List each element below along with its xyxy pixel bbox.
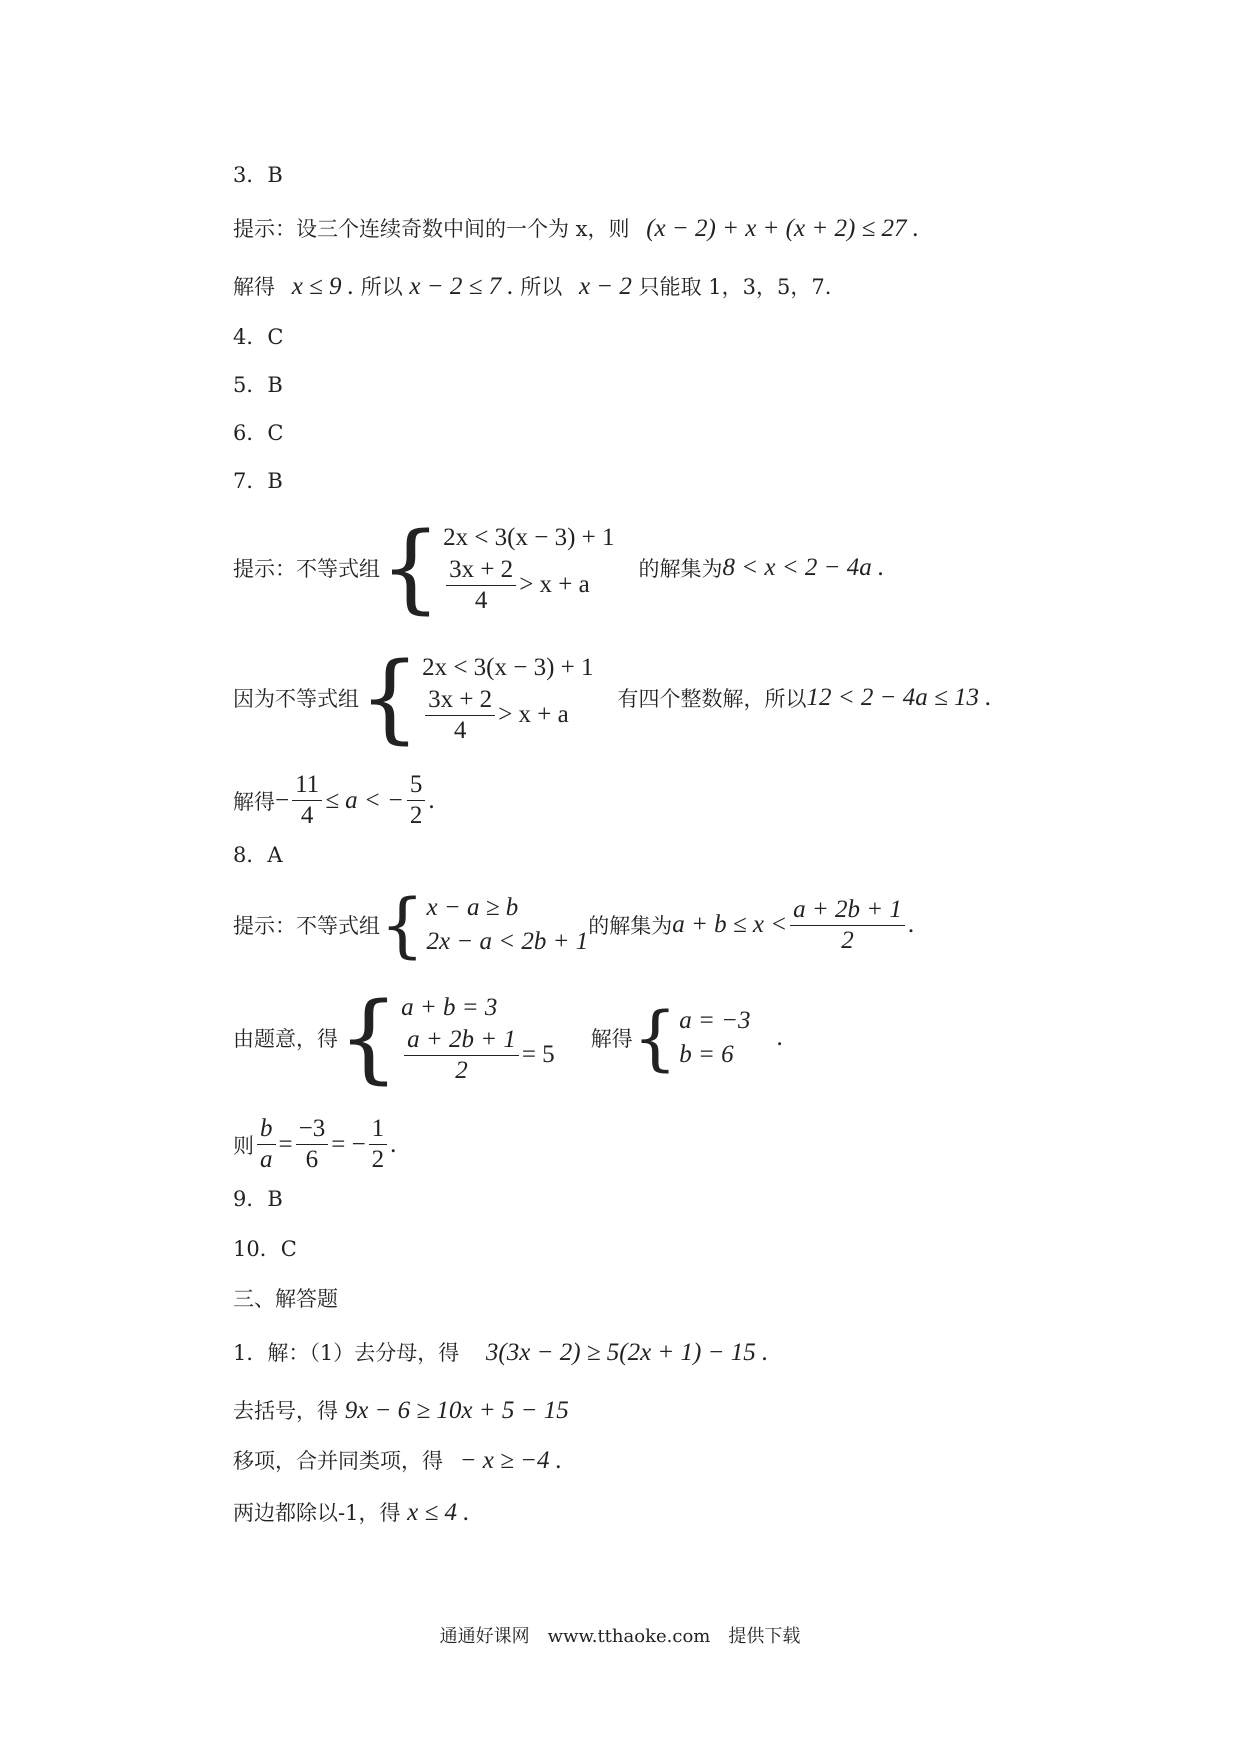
fraction-num: b (257, 1114, 276, 1145)
sol7-text: 解得 (233, 789, 275, 814)
fraction (446, 555, 516, 616)
hint-7-result: 8 < x < 2 − 4a . (722, 554, 885, 581)
equals-minus: = − (331, 1130, 366, 1158)
inequality-system (427, 891, 589, 959)
answer-9: 9．B (233, 1187, 283, 1211)
answer-8: 8．A (233, 843, 283, 867)
hint-7-text: 提示：不等式组 (233, 557, 380, 581)
condition-8-solve: 解得 (590, 1027, 633, 1051)
sol3-text-c: 所以 (520, 275, 563, 299)
conclusion-8 (233, 1114, 396, 1175)
fraction-den: a (260, 1146, 273, 1173)
system-eq1: 2x < 3(x − 3) + 1 (422, 653, 594, 681)
page-footer: 通通好课网 www.tthaoke.com 提供下载 (439, 1626, 801, 1647)
q1-step4-text: 两边都除以-1，得 (233, 1501, 401, 1525)
fraction-den: 4 (453, 716, 467, 744)
hint-8-mid: 的解集为 (588, 914, 673, 938)
system-eq1: 2x < 3(x − 3) + 1 (443, 523, 615, 551)
sol3-math-2: x − 2 ≤ 7 . (409, 273, 514, 300)
condition-8-text: 由题意，得 (233, 1027, 338, 1051)
q1-step2-text: 去括号，得 (233, 1399, 338, 1423)
equals-sign: = (278, 1130, 293, 1158)
brace-symbol: { (632, 997, 678, 1079)
because-7-result: 12 < 2 − 4a ≤ 13 . (806, 684, 992, 711)
fraction (407, 770, 426, 831)
answer-4: 4．C (233, 325, 284, 349)
system-eq2 (422, 685, 593, 746)
equation-system (401, 991, 555, 1086)
fraction-den: 2 (371, 1146, 385, 1173)
sol3-math-3: x − 2 (578, 273, 632, 300)
hint-7 (233, 512, 885, 624)
brace-symbol: { (380, 884, 425, 966)
inequality-system (443, 521, 614, 616)
sol3-text-a: 解得 (233, 275, 275, 299)
section-heading: 三、解答题 (233, 1287, 338, 1311)
fraction-num: 1 (369, 1114, 388, 1145)
fraction (369, 1114, 388, 1175)
fraction (257, 1114, 276, 1175)
fraction (296, 1114, 329, 1175)
question-1-step4 (233, 1498, 469, 1528)
fraction (292, 770, 322, 831)
system-eq1: a + b = 3 (401, 993, 498, 1021)
solution-3 (233, 272, 831, 302)
hint-3-math: (x − 2) + x + (x + 2) ≤ 27 . (646, 215, 920, 242)
system-eq2-tail: = 5 (521, 1041, 555, 1068)
fraction (425, 685, 495, 746)
q1-step4-math: x ≤ 4 . (407, 1499, 470, 1526)
fraction-den: 2 (455, 1056, 468, 1084)
inequality-system (422, 651, 593, 746)
answer-3: 3．B (233, 163, 283, 187)
fraction-num: 3x + 2 (446, 555, 516, 586)
answer-6: 6．C (233, 421, 284, 445)
q1-step3-text: 移项，合并同类项，得 (233, 1449, 443, 1473)
answer-5: 5．B (233, 373, 283, 397)
because-7-text: 因为不等式组 (233, 687, 359, 711)
solution-b: b = 6 (679, 1041, 734, 1068)
solution-7 (233, 770, 435, 831)
sol7-mid: ≤ a < − (325, 786, 404, 814)
conclusion-8-end: . (390, 1130, 397, 1158)
answer-7: 7．B (233, 469, 283, 493)
because-7-mid: 有四个整数解，所以 (617, 687, 807, 711)
system-eq2-tail: > x + a (519, 571, 590, 598)
brace-symbol: { (338, 982, 400, 1094)
condition-8 (233, 982, 783, 1094)
conclusion-8-text: 则 (233, 1133, 254, 1158)
system-eq2 (401, 1025, 555, 1086)
system-eq1: x − a ≥ b (426, 894, 519, 921)
fraction-num: a + 2b + 1 (790, 895, 905, 926)
fraction-den: 2 (409, 802, 423, 829)
hint-3 (233, 214, 919, 244)
fraction-den: 2 (841, 926, 854, 954)
fraction (790, 895, 905, 956)
question-1-step3 (233, 1446, 562, 1476)
fraction-den: 4 (474, 586, 488, 614)
sol3-text-b: 所以 (360, 275, 403, 299)
hint-8 (233, 884, 915, 966)
question-1-step1 (233, 1338, 768, 1368)
question-1-step2 (233, 1396, 569, 1426)
condition-8-end: . (776, 1024, 783, 1051)
sol3-math-1: x ≤ 9 . (291, 273, 355, 300)
fraction (404, 1025, 519, 1086)
hint-3-text: 提示：设三个连续奇数中间的一个为 x，则 (233, 217, 630, 241)
fraction-den: 4 (300, 802, 314, 829)
fraction-num: 11 (292, 770, 322, 801)
system-eq2 (443, 555, 614, 616)
fraction-den: 6 (305, 1146, 319, 1173)
fraction-num: 5 (407, 770, 426, 801)
solution-a: a = −3 (679, 1007, 751, 1034)
answer-10: 10．C (233, 1237, 297, 1261)
fraction-num: −3 (296, 1114, 329, 1145)
q1-step3-math: − x ≥ −4 . (459, 1447, 562, 1474)
fraction-num: a + 2b + 1 (404, 1025, 519, 1056)
sol7-end: . (428, 786, 435, 814)
brace-symbol: { (359, 642, 421, 754)
q1-step2-math: 9x − 6 ≥ 10x + 5 − 15 (344, 1397, 569, 1424)
because-7 (233, 642, 992, 754)
hint-8-end: . (907, 911, 915, 938)
brace-symbol: { (380, 512, 442, 624)
q1-step1-text: 1．解：（1）去分母，得 (233, 1341, 460, 1365)
fraction-num: 3x + 2 (425, 685, 495, 716)
solution-system (679, 1004, 750, 1072)
hint-7-mid: 的解集为 (638, 557, 723, 581)
q1-step1-math: 3(3x − 2) ≥ 5(2x + 1) − 15 . (485, 1339, 769, 1366)
hint-8-result: a + b ≤ x < (672, 911, 788, 938)
sol3-text-d: 只能取 1，3，5，7. (638, 275, 832, 299)
hint-8-text: 提示：不等式组 (233, 914, 380, 938)
sol7-minus: − (275, 786, 290, 814)
system-eq2-tail: > x + a (498, 701, 569, 728)
system-eq2: 2x − a < 2b + 1 (426, 928, 589, 955)
